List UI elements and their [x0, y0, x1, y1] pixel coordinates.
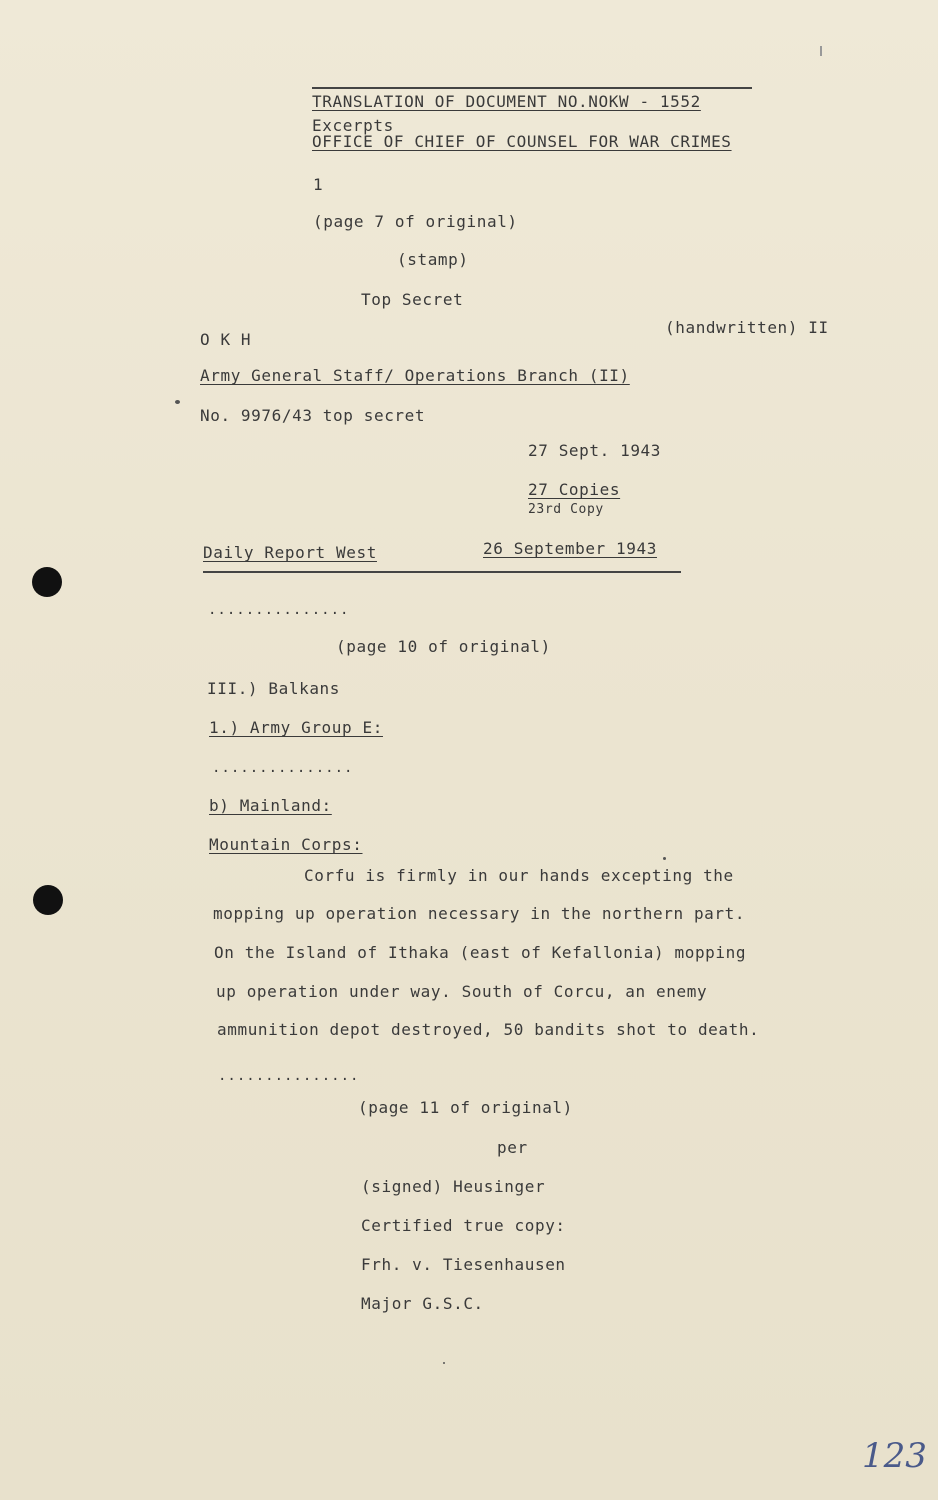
corps-heading: Mountain Corps:	[209, 835, 363, 854]
certified-label: Certified true copy:	[361, 1216, 566, 1235]
body-line-4: up operation under way. South of Corcu, an enemy	[216, 982, 708, 1001]
page-reference-11: (page 11 of original)	[358, 1098, 573, 1117]
punch-hole-bottom	[33, 885, 63, 915]
mainland-heading: b) Mainland:	[209, 796, 332, 815]
body-line-3: On the Island of Ithaka (east of Kefallonia) mopping	[214, 943, 747, 962]
page-reference-7: (page 7 of original)	[313, 212, 518, 231]
ellipsis-separator-1: ...............	[208, 602, 350, 618]
section-heading-text: III.) Balkans	[207, 679, 341, 698]
folio-number: 123	[862, 1436, 927, 1476]
ellipsis-separator-2: ...............	[212, 760, 354, 776]
ellipsis-separator-3: ...............	[218, 1068, 360, 1084]
body-line-5: ammunition depot destroyed, 50 bandits shot to death.	[217, 1020, 760, 1039]
paper-speck	[175, 400, 180, 404]
signature-line: (signed) Heusinger	[361, 1177, 546, 1196]
document-title: TRANSLATION OF DOCUMENT NO.NOKW - 1552	[312, 92, 701, 111]
classification-top-secret: Top Secret	[361, 290, 464, 309]
header-top-rule	[312, 87, 752, 89]
report-separator-rule	[203, 571, 681, 573]
page-number: 1	[313, 175, 324, 194]
reference-number: No. 9976/43 top secret	[200, 406, 426, 425]
report-date: 26 September 1943	[483, 539, 657, 558]
body-line-1: Corfu is firmly in our hands excepting the	[304, 866, 734, 885]
branch-line: Army General Staff/ Operations Branch (II)	[200, 366, 630, 385]
handwritten-note: (handwritten) II	[665, 318, 829, 337]
subsection-army-group-e: 1.) Army Group E:	[209, 718, 383, 737]
page-reference-10: (page 10 of original)	[336, 637, 551, 656]
stamp-note: (stamp)	[397, 250, 469, 269]
report-title: Daily Report West	[203, 543, 377, 562]
per-label: per	[497, 1138, 528, 1157]
certifier-rank: Major G.S.C.	[361, 1294, 484, 1313]
body-line-2: mopping up operation necessary in the northern part.	[213, 904, 746, 923]
paper-speck	[820, 46, 822, 56]
okh-label: O K H	[200, 330, 252, 349]
office-line: OFFICE OF CHIEF OF COUNSEL FOR WAR CRIMES	[312, 132, 732, 151]
certifier-name: Frh. v. Tiesenhausen	[361, 1255, 566, 1274]
copy-number: 23rd Copy	[528, 502, 604, 517]
document-date: 27 Sept. 1943	[528, 441, 662, 460]
punch-hole-top	[32, 567, 62, 597]
paper-speck	[443, 1362, 445, 1364]
copies-count: 27 Copies	[528, 480, 621, 499]
paper-speck	[663, 857, 666, 860]
excerpts-label: Excerpts	[312, 116, 394, 135]
section-heading-balkans	[207, 679, 340, 698]
